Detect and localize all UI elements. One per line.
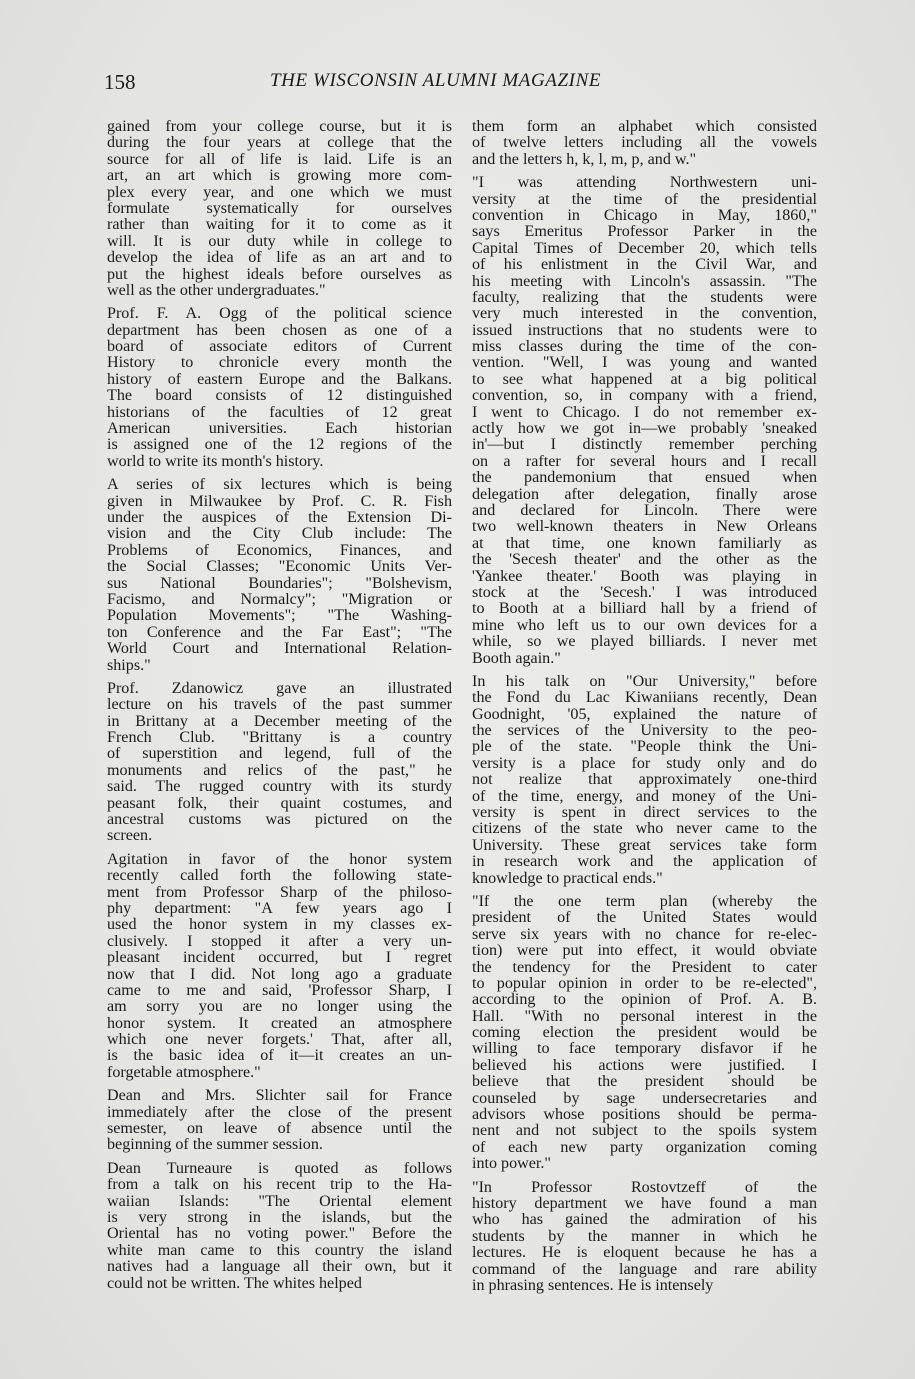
text-line: Facismo, and Normalcy"; "Migration or (107, 591, 452, 608)
text-line: the Social Classes; "Economic Units Ver- (107, 559, 452, 576)
text-line: Goodnight, '05, explained the nature of (472, 706, 817, 723)
text-line: waiian Islands: "The Oriental element (107, 1193, 452, 1210)
text-line: actly how we got in—we probably 'sneaked (472, 421, 817, 438)
paragraph (472, 175, 817, 667)
text-line: believed his actions were justified. I (472, 1057, 817, 1074)
text-line: delegation after delegation, finally arose (472, 486, 817, 503)
text-line: counseled by sage undersecretaries and (472, 1090, 817, 1107)
text-line: department has been chosen as one of a (107, 322, 452, 339)
text-line: Prof. F. A. Ogg of the political science (107, 306, 452, 323)
text-line: pleasant incident occurred, but I regret (107, 950, 452, 967)
text-line: says Emeritus Professor Parker in the (472, 224, 817, 241)
text-line: the pandemonium that ensued when (472, 470, 817, 487)
text-line: lecture on his travels of the past summer (107, 697, 452, 714)
text-line: now that I did. Not long ago a graduate (107, 966, 452, 983)
text-line: I went to Chicago. I do not remember ex- (472, 404, 817, 421)
text-line: art, an art which is growing more com- (107, 168, 452, 185)
text-line: tion) were put into effect, it would obviate (472, 943, 817, 960)
text-line: to see what happened at a big political (472, 371, 817, 388)
text-line: to Booth at a billiard hall by a friend of (472, 601, 817, 618)
text-line: History to chronicle every month the (107, 355, 452, 372)
text-line: came to me and said, 'Professor Sharp, I (107, 982, 452, 999)
text-line: at that time, one known familiarly as (472, 535, 817, 552)
text-line: am sorry you are no longer using the (107, 999, 452, 1016)
text-line: which one never forgets.' That, after all, (107, 1032, 452, 1049)
text-line: nent and not subject to the spoils system (472, 1123, 817, 1140)
text-line: source for all of life is laid. Life is an (107, 151, 452, 168)
text-line: University. These great services take form (472, 837, 817, 854)
paragraph (472, 894, 817, 1173)
text-line: Hall. "With no personal interest in the (472, 1008, 817, 1025)
text-line: monuments and relics of the past," he (107, 762, 452, 779)
text-line: the tendency for the President to cater (472, 959, 817, 976)
text-line: vision and the City Club include: The (107, 526, 452, 543)
text-line: natives had a language all their own, but it (107, 1259, 452, 1276)
paragraph (472, 674, 817, 887)
text-line: in research work and the application of (472, 854, 817, 871)
text-line: knowledge to practical ends." (472, 870, 663, 887)
text-line: American universities. Each historian (107, 421, 452, 438)
text-line: semester, on leave of absence until the (107, 1121, 452, 1138)
text-line: convention, so, in company with a friend, (472, 388, 817, 405)
text-line: Prof. Zdanowicz gave an illustrated (107, 680, 452, 697)
text-line: forgetable atmosphere." (107, 1064, 261, 1081)
text-line: command of the language and rare ability (472, 1261, 817, 1278)
text-line: who has gained the admiration of his (472, 1212, 817, 1229)
paragraph (107, 306, 452, 470)
text-line: A series of six lectures which is being (107, 477, 452, 494)
text-line: said. The rugged country with its sturdy (107, 779, 452, 796)
text-line: of the time, energy, and money of the Uni- (472, 788, 817, 805)
text-line: Problems of Economics, Finances, and (107, 542, 452, 559)
text-line: not realize that approximately one-third (472, 772, 817, 789)
text-line: board of associate editors of Current (107, 339, 452, 356)
paragraph (107, 119, 452, 299)
text-line: in Brittany at a December meeting of the (107, 713, 452, 730)
paragraph (107, 477, 452, 674)
text-line: serve six years with no chance for re-elec- (472, 926, 817, 943)
text-line: honor system. It created an atmosphere (107, 1015, 452, 1032)
paragraph (472, 119, 817, 168)
text-line: ment from Professor Sharp of the philoso- (107, 884, 452, 901)
text-line: history department we have found a man (472, 1196, 817, 1212)
text-line: mine who left us to our own devices for a (472, 617, 817, 634)
text-line: in phrasing sentences. He is intensely (472, 1277, 714, 1294)
text-line: rather than waiting for it to come as it (107, 217, 452, 234)
text-line: into power." (472, 1156, 551, 1173)
right-column (472, 119, 817, 1301)
paragraph (107, 681, 452, 845)
left-column (107, 119, 452, 1299)
text-line: immediately after the close of the present (107, 1104, 452, 1121)
text-line: "In Professor Rostovtzeff of the (472, 1179, 817, 1196)
text-line: from a talk on his recent trip to the Ha- (107, 1177, 452, 1194)
text-line: on a rafter for several hours and I recall (472, 453, 817, 470)
paragraph (107, 1161, 452, 1292)
text-line: Agitation in favor of the honor system (107, 851, 452, 868)
text-line: and the letters h, k, l, m, p, and w." (472, 151, 697, 168)
text-line: according to the opinion of Prof. A. B. (472, 992, 817, 1009)
text-line: could not be written. The whites helped (107, 1275, 362, 1292)
text-line: convention in Chicago in May, 1860," (472, 207, 817, 224)
text-line: historians of the faculties of 12 great (107, 404, 452, 421)
text-line: of superstition and legend, full of the (107, 746, 452, 763)
text-line: gained from your college course, but it is (107, 119, 452, 135)
text-line: The board consists of 12 distinguished (107, 388, 452, 405)
text-line: well as the other undergraduates." (107, 282, 326, 299)
running-title: THE WISCONSIN ALUMNI MAGAZINE (270, 70, 602, 91)
text-line: 'Yankee theater.' Booth was playing in (472, 568, 817, 585)
text-line: during the four years at college that the (107, 135, 452, 152)
paragraph (472, 1180, 817, 1295)
text-line: the services of the University to the peo- (472, 723, 817, 740)
text-line: of his enlistment in the Civil War, and (472, 257, 817, 274)
text-line: two well-known theaters in New Orleans (472, 519, 817, 536)
text-line: Population Movements"; "The Washing- (107, 608, 452, 625)
text-line: the 'Secesh theater' and the other as the (472, 552, 817, 569)
text-line: formulate systematically for ourselves (107, 200, 452, 217)
text-line: stock at the 'Secesh.' I was introduced (472, 584, 817, 601)
text-line: French Club. "Brittany is a country (107, 730, 452, 747)
text-line: beginning of the summer session. (107, 1137, 323, 1154)
text-line: faculty, realizing that the students were (472, 289, 817, 306)
paragraph (107, 1088, 452, 1154)
paragraph (107, 852, 452, 1081)
page-header (104, 70, 814, 100)
text-line: coming election the president would be (472, 1025, 817, 1042)
text-line: versity is spent in direct services to the (472, 805, 817, 822)
text-line: students by the manner in which he (472, 1228, 817, 1245)
text-line: ple of the state. "People think the Uni- (472, 739, 817, 756)
text-line: ancestral customs was pictured on the (107, 812, 452, 829)
text-line: vention. "Well, I was young and wanted (472, 355, 817, 372)
text-line: in'—but I distinctly remember perching (472, 437, 817, 454)
text-line: is the basic idea of it—it creates an un- (107, 1048, 452, 1065)
text-line: peasant folk, their quaint costumes, and (107, 795, 452, 812)
text-line: citizens of the state who never came to the (472, 821, 817, 838)
text-line: lectures. He is eloquent because he has a (472, 1245, 817, 1262)
text-line: to popular opinion in order to be re-elected", (472, 975, 817, 992)
text-line: Capital Times of December 20, which tells (472, 240, 817, 257)
text-line: Dean and Mrs. Slichter sail for France (107, 1088, 452, 1105)
text-line: the Fond du Lac Kiwaniians recently, Dean (472, 690, 817, 707)
text-line: used the honor system in my classes ex- (107, 917, 452, 934)
text-line: president of the United States would (472, 910, 817, 927)
text-line: of each new party organization coming (472, 1139, 817, 1156)
text-line: Dean Turneaure is quoted as follows (107, 1160, 452, 1177)
text-line: will. It is our duty while in college to (107, 233, 452, 250)
text-line: white man came to this country the island (107, 1242, 452, 1259)
text-line: of twelve letters including all the vowels (472, 135, 817, 152)
text-line: them form an alphabet which consisted (472, 119, 817, 135)
text-line: World Court and International Relation- (107, 641, 452, 658)
text-line: put the highest ideals before ourselves as (107, 266, 452, 283)
text-line: Booth again." (472, 650, 561, 667)
text-line: Oriental has no voting power." Before the (107, 1226, 452, 1243)
text-line: develop the idea of life as an art and to (107, 250, 452, 267)
text-line: versity at the time of the presidential (472, 191, 817, 208)
text-line: sus National Boundaries"; "Bolshevism, (107, 575, 452, 592)
text-line: believe that the president should be (472, 1074, 817, 1091)
text-line: world to write its month's history. (107, 453, 324, 470)
text-line: "If the one term plan (whereby the (472, 893, 817, 910)
text-line: versity is a place for study only and do (472, 755, 817, 772)
text-line: clusively. I stopped it after a very un- (107, 933, 452, 950)
text-line: is very strong in the islands, but the (107, 1210, 452, 1226)
text-line: given in Milwaukee by Prof. C. R. Fish (107, 493, 452, 510)
text-line: issued instructions that no students were to (472, 322, 817, 339)
text-line: In his talk on "Our University," before (472, 673, 817, 690)
text-line: under the auspices of the Extension Di- (107, 509, 452, 526)
text-line: while, so we played billiards. I never met (472, 634, 817, 651)
text-line: recently called forth the following state- (107, 868, 452, 885)
text-line: ton Conference and the Far East"; "The (107, 624, 452, 641)
text-line: "I was attending Northwestern uni- (472, 175, 817, 192)
text-line: his meeting with Lincoln's assassin. "The (472, 273, 817, 290)
text-line: phy department: "A few years ago I (107, 900, 452, 917)
text-line: history of eastern Europe and the Balkans. (107, 371, 452, 388)
text-line: is assigned one of the 12 regions of the (107, 437, 452, 454)
text-line: advisors whose positions should be perma- (472, 1107, 817, 1124)
page-number: 158 (104, 70, 136, 94)
text-line: screen. (107, 828, 153, 845)
text-line: very much interested in the convention, (472, 306, 817, 323)
text-line: plex every year, and one which we must (107, 184, 452, 201)
text-line: and declared for Lincoln. There were (472, 502, 817, 519)
text-line: ships." (107, 657, 151, 674)
text-line: miss classes during the time of the con- (472, 339, 817, 356)
text-line: willing to face temporary disfavor if he (472, 1041, 817, 1058)
